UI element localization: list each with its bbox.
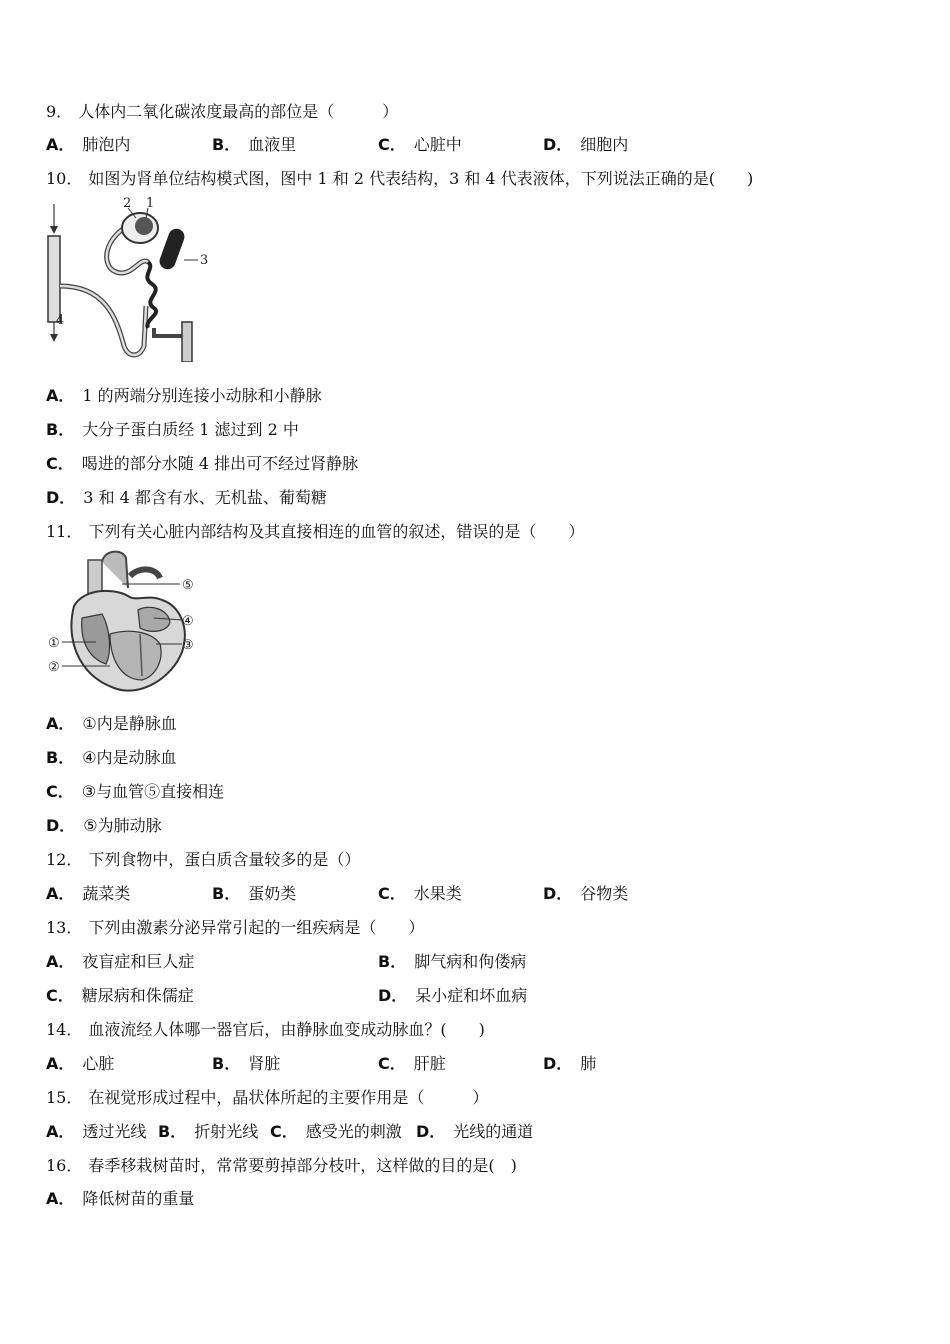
option-label: C． [378,135,406,154]
vessel-out [154,328,184,360]
glomerulus [135,217,153,235]
option-text: 光线的通道 [453,1122,534,1141]
figure-label-5: ⑤ [182,578,194,593]
option-text: 肾脏 [248,1054,281,1073]
option-text: 喝进的部分水随 4 排出可不经过肾静脉 [81,454,359,473]
question-number: 9． [46,102,73,121]
question-11-option-a[interactable] [46,713,177,735]
option-text: 肝脏 [413,1054,446,1073]
figure-label-2: ② [48,660,60,675]
pulmonary-artery [130,569,160,578]
question-12-option-d[interactable] [543,883,628,905]
question-text: 春季移栽树苗时，常常要剪掉部分枝叶，这样做的目的是( ) [88,1156,517,1175]
question-number: 15． [46,1088,83,1107]
heart-figure [44,548,204,696]
option-label: B． [46,748,75,767]
collecting-duct [48,236,60,322]
question-14-stem [46,1019,485,1041]
figure-label-3: ③ [182,638,194,653]
option-text: 肺泡内 [82,135,131,154]
question-number: 16． [46,1156,83,1175]
figure-label-4: 4 [56,313,65,328]
question-15-option-c[interactable] [270,1121,402,1143]
option-label: B． [212,1054,241,1073]
option-label: B． [46,420,75,439]
option-label: D． [46,488,76,507]
question-9-option-c[interactable] [378,134,462,156]
aorta [102,552,128,588]
option-label: C． [46,986,74,1005]
question-13-option-b[interactable] [378,951,526,973]
question-14-option-b[interactable] [212,1053,280,1075]
figure-label-2: 2 [123,196,132,211]
question-number: 10． [46,169,83,188]
option-text: 折射光线 [194,1122,259,1141]
blood-vessel [157,227,186,272]
option-text: ③与血管⑤直接相连 [81,782,225,801]
option-label: B． [212,135,241,154]
question-14-option-a[interactable] [46,1053,114,1075]
option-label: A． [46,952,75,971]
option-text: 1 的两端分别连接小动脉和小静脉 [82,386,322,405]
question-10-stem [46,168,753,190]
question-text: 在视觉形成过程中，晶状体所起的主要作用是（ ） [88,1088,489,1107]
question-number: 12． [46,850,83,869]
question-text: 人体内二氧化碳浓度最高的部位是（ ） [78,102,399,121]
option-text: 心脏中 [413,135,462,154]
question-12-option-c[interactable] [378,883,462,905]
figure-label-1: 1 [146,196,155,211]
option-label: A． [46,386,75,405]
figure-label-4: ④ [182,614,194,629]
tubule [60,286,146,355]
nephron-figure [44,196,214,362]
option-label: A． [46,714,75,733]
option-text: 透过光线 [82,1122,147,1141]
option-label: A． [46,1189,75,1208]
option-text: 谷物类 [580,884,629,903]
option-label: C． [46,782,74,801]
option-label: C． [378,884,406,903]
option-text: 夜盲症和巨人症 [82,952,195,971]
option-text: 血液里 [248,135,297,154]
question-14-option-d[interactable] [543,1053,596,1075]
question-10-option-d[interactable] [46,487,327,509]
option-text: 糖尿病和侏儒症 [81,986,194,1005]
option-label: D． [416,1122,446,1141]
question-9-option-a[interactable] [46,134,130,156]
question-text: 下列由激素分泌异常引起的一组疾病是（ ） [88,918,425,937]
option-label: D． [46,816,76,835]
question-11-option-c[interactable] [46,781,224,803]
question-number: 13． [46,918,83,937]
option-text: ④内是动脉血 [82,748,177,767]
question-16-option-a[interactable] [46,1188,194,1210]
option-text: ⑤为肺动脉 [83,816,162,835]
question-10-option-a[interactable] [46,385,322,407]
question-11-option-d[interactable] [46,815,162,837]
convoluted-tubule [147,262,156,328]
option-label: B． [212,884,241,903]
question-16-stem [46,1155,517,1177]
question-9-stem [46,101,398,123]
option-label: D． [543,1054,573,1073]
option-text: 感受光的刺激 [305,1122,402,1141]
arrow-head-icon [50,334,58,342]
question-13-stem [46,917,424,939]
question-15-option-a[interactable] [46,1121,146,1143]
question-15-option-d[interactable] [416,1121,533,1143]
option-text: 蔬菜类 [82,884,131,903]
option-text: 水果类 [413,884,462,903]
figure-label-1: ① [48,636,60,651]
question-15-stem [46,1087,488,1109]
question-text: 下列有关心脏内部结构及其直接相连的血管的叙述，错误的是（ ） [88,522,585,541]
option-text: ①内是静脉血 [82,714,177,733]
question-12-option-a[interactable] [46,883,130,905]
option-label: B． [158,1122,187,1141]
option-text: 心脏 [82,1054,115,1073]
option-text: 蛋奶类 [248,884,297,903]
question-text: 血液流经人体哪一器官后，由静脉血变成动脉血？( ) [88,1020,485,1039]
option-label: C． [46,454,74,473]
question-text: 如图为肾单位结构模式图，图中 1 和 2 代表结构，3 和 4 代表液体，下列说法正确的是( ) [88,169,754,188]
question-13-option-d[interactable] [378,985,527,1007]
figure-label-3: 3 [200,253,209,268]
option-label: D． [543,135,573,154]
question-9-option-b[interactable] [212,134,296,156]
option-label: A． [46,1122,75,1141]
question-number: 11． [46,522,83,541]
question-15-option-b[interactable] [158,1121,258,1143]
option-label: C． [378,1054,406,1073]
question-9-option-d[interactable] [543,134,628,156]
option-label: D． [378,986,408,1005]
question-12-option-b[interactable] [212,883,296,905]
question-13-option-a[interactable] [46,951,194,973]
question-10-option-c[interactable] [46,453,358,475]
question-11-stem [46,521,584,543]
question-11-option-b[interactable] [46,747,177,769]
question-14-option-c[interactable] [378,1053,446,1075]
option-text: 降低树苗的重量 [82,1189,195,1208]
arrow-head-icon [50,226,58,234]
option-text: 大分子蛋白质经 1 滤过到 2 中 [82,420,299,439]
option-text: 3 和 4 都含有水、无机盐、葡萄糖 [83,488,327,507]
option-text: 肺 [580,1054,597,1073]
option-label: A． [46,1054,75,1073]
question-number: 14． [46,1020,83,1039]
option-label: A． [46,135,75,154]
question-12-stem [46,849,360,871]
option-text: 脚气病和佝偻病 [414,952,527,971]
option-text: 呆小症和坏血病 [415,986,528,1005]
question-text: 下列食物中，蛋白质含量较多的是（） [88,850,361,869]
question-13-option-c[interactable] [46,985,194,1007]
option-label: C． [270,1122,298,1141]
question-10-option-b[interactable] [46,419,299,441]
option-label: D． [543,884,573,903]
option-label: A． [46,884,75,903]
option-text: 细胞内 [580,135,629,154]
option-label: B． [378,952,407,971]
